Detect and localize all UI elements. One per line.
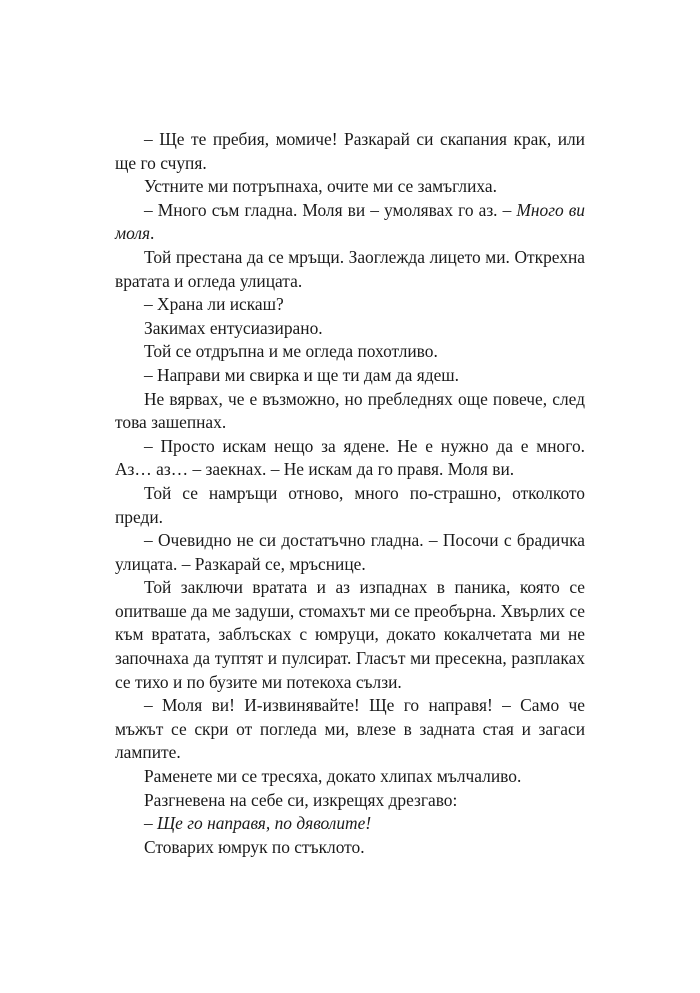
paragraph xyxy=(115,529,585,576)
paragraph xyxy=(115,765,585,789)
text-run: Закимах ентусиазирано. xyxy=(144,317,323,338)
book-page-text xyxy=(115,128,585,859)
text-run: Той се отдръпна и ме огледа похотливо. xyxy=(144,341,438,362)
text-run: Разгневена на себе си, изкрещях дрезгаво: xyxy=(144,789,458,810)
paragraph xyxy=(115,388,585,435)
text-run: – Направи ми свирка и ще ти дам да ядеш. xyxy=(144,364,460,385)
paragraph xyxy=(115,694,585,765)
text-run: – Храна ли искаш? xyxy=(144,294,284,315)
paragraph xyxy=(115,246,585,293)
paragraph xyxy=(115,812,585,836)
paragraph xyxy=(115,293,585,317)
text-run: Раменете ми се тресяха, докато хлипах мълчаливо. xyxy=(144,766,522,787)
paragraph xyxy=(115,836,585,860)
paragraph xyxy=(115,482,585,529)
paragraph xyxy=(115,576,585,694)
text-run: Той заключи вратата и аз изпаднах в паника, която се опитваше да ме задуши, стомахът ми се преобърна. Хвърлих се към вратата, заблъсках с юмруци, докато кокалчетата ми не започнаха да туптят и пулсират. Гласът ми пресекна, разплаках се тихо и по бузите ми потекоха сълзи. xyxy=(115,577,585,692)
text-run: – Моля ви! И-извинявайте! Ще го направя! – Само че мъжът се скри от погледа ми, влезе в задната стая и загаси лампите. xyxy=(115,695,585,763)
italic-text-run: – Много ви моля xyxy=(115,199,585,244)
text-run: Той се намръщи отново, много по-страшно, отколкото преди. xyxy=(115,482,585,527)
paragraph xyxy=(115,789,585,813)
text-run: Той престана да се мръщи. Заоглежда лицето ми. Открехна вратата и огледа улицата. xyxy=(115,246,585,291)
text-run: – Очевидно не си достатъчно гладна. – Посочи с брадичка улицата. – Разкарай се, мръснице. xyxy=(115,530,585,574)
text-run: . xyxy=(150,223,155,244)
text-run: Устните ми потръпнаха, очите ми се замъглиха. xyxy=(144,176,497,197)
paragraph xyxy=(115,364,585,388)
paragraph xyxy=(115,175,585,199)
paragraph xyxy=(115,340,585,364)
text-run: – Много съм гладна. Моля ви – умолявах го аз. xyxy=(144,199,503,220)
text-run: Не вярвах, че е възможно, но пребледнях още повече, след това зашепнах. xyxy=(115,388,585,433)
italic-text-run: – Ще го направя, по дяволите! xyxy=(144,813,372,834)
text-run: – Ще те пребия, момиче! Разкарай си скапания крак, или ще го счупя. xyxy=(115,129,585,173)
text-run: Стоварих юмрук по стъклото. xyxy=(144,836,365,857)
text-run: – Просто искам нещо за ядене. Не е нужно да е много. Аз… аз… – заекнах. – Не искам да го правя. Моля ви. xyxy=(115,435,585,480)
paragraph xyxy=(115,435,585,482)
paragraph xyxy=(115,317,585,341)
paragraph xyxy=(115,128,585,175)
paragraph xyxy=(115,199,585,246)
